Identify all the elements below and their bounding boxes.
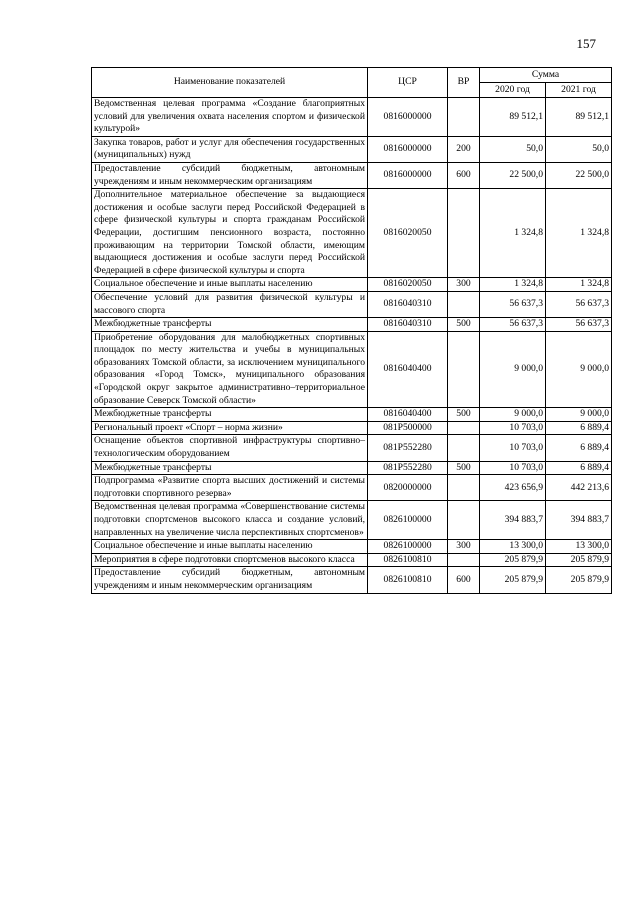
row-vr [448,98,480,137]
row-csr: 0816040310 [368,291,448,317]
table-row [92,540,612,554]
header-vr: ВР [448,68,480,98]
row-csr: 0816020050 [368,189,448,278]
row-sum-2020: 9 000,0 [480,408,546,422]
budget-table [91,67,612,594]
table-body [92,98,612,594]
row-sum-2020: 56 637,3 [480,318,546,332]
row-vr [448,421,480,435]
table-row [92,162,612,188]
row-sum-2020: 50,0 [480,136,546,162]
row-name: Мероприятия в сфере подготовки спортсменов высокого класса [92,553,368,567]
row-sum-2021: 205 879,9 [546,567,612,593]
row-csr: 0816040310 [368,318,448,332]
row-sum-2020: 10 703,0 [480,461,546,475]
row-name: Приобретение оборудования для малобюджетных спортивных площадок по месту жительства и учебы в муниципальных образованиях Томской области, за исключением муниципального образования «Город Томск», муниципального образования «Городской округ закрытое административно–территориальное образование Северск Томской области» [92,331,368,408]
table-row [92,408,612,422]
page-number: 157 [576,36,596,51]
table-row [92,291,612,317]
row-vr [448,553,480,567]
row-sum-2020: 10 703,0 [480,435,546,461]
row-csr: 0826100810 [368,567,448,593]
row-csr: 081P500000 [368,421,448,435]
row-name: Предоставление субсидий бюджетным, автономным учреждениям и иным некоммерческим организациям [92,162,368,188]
table-row [92,331,612,408]
row-sum-2020: 1 324,8 [480,278,546,292]
row-sum-2021: 56 637,3 [546,318,612,332]
row-sum-2021: 9 000,0 [546,408,612,422]
row-sum-2021: 1 324,8 [546,278,612,292]
row-sum-2021: 13 300,0 [546,540,612,554]
row-vr [448,189,480,278]
row-sum-2020: 22 500,0 [480,162,546,188]
row-sum-2020: 10 703,0 [480,421,546,435]
row-name: Закупка товаров, работ и услуг для обеспечения государственных (муниципальных) нужд [92,136,368,162]
header-2021: 2021 год [546,83,612,98]
row-name: Ведомственная целевая программа «Создание благоприятных условий для увеличения охвата населения спортом и физической культурой» [92,98,368,137]
row-csr: 081P552280 [368,435,448,461]
row-sum-2021: 22 500,0 [546,162,612,188]
row-vr: 200 [448,136,480,162]
row-sum-2021: 394 883,7 [546,501,612,540]
row-sum-2021: 50,0 [546,136,612,162]
row-csr: 0816040400 [368,331,448,408]
row-name: Дополнительное материальное обеспечение за выдающиеся достижения и особые заслуги перед Российской Федерацией в сфере физической культуры и спорта гражданам Российской Федерации, достигшим пенсионного возраста, постоянно проживающим на территории Томской области, имеющим выдающиеся достижения и особые заслуги перед Российской Федерацией в сфере физической культуры и спорта [92,189,368,278]
row-sum-2021: 9 000,0 [546,331,612,408]
row-vr [448,291,480,317]
row-csr: 0816000000 [368,162,448,188]
row-name: Ведомственная целевая программа «Совершенствование системы подготовки спортсменов высокого класса и создание условий, направленных на увеличение числа перспективных спортсменов» [92,501,368,540]
row-csr: 0826100000 [368,540,448,554]
row-csr: 0816000000 [368,136,448,162]
row-vr: 500 [448,408,480,422]
row-name: Подпрограмма «Развитие спорта высших достижений и системы подготовки спортивного резерва» [92,475,368,501]
row-sum-2020: 89 512,1 [480,98,546,137]
table-row [92,98,612,137]
table-row [92,421,612,435]
row-csr: 0826100810 [368,553,448,567]
row-sum-2020: 394 883,7 [480,501,546,540]
row-name: Межбюджетные трансферты [92,461,368,475]
row-name: Межбюджетные трансферты [92,318,368,332]
row-sum-2020: 423 656,9 [480,475,546,501]
row-csr: 0820000000 [368,475,448,501]
row-name: Социальное обеспечение и иные выплаты населению [92,278,368,292]
row-sum-2021: 6 889,4 [546,461,612,475]
row-vr: 600 [448,567,480,593]
table-row [92,461,612,475]
row-sum-2020: 205 879,9 [480,553,546,567]
row-vr: 600 [448,162,480,188]
table-row [92,501,612,540]
row-csr: 0816000000 [368,98,448,137]
row-sum-2021: 1 324,8 [546,189,612,278]
row-vr: 300 [448,278,480,292]
row-sum-2021: 6 889,4 [546,421,612,435]
row-sum-2020: 1 324,8 [480,189,546,278]
header-name: Наименование показателей [92,68,368,98]
row-csr: 081P552280 [368,461,448,475]
row-csr: 0816040400 [368,408,448,422]
row-sum-2021: 6 889,4 [546,435,612,461]
row-sum-2020: 9 000,0 [480,331,546,408]
table-header [92,68,612,98]
row-vr [448,475,480,501]
row-sum-2020: 56 637,3 [480,291,546,317]
row-sum-2021: 442 213,6 [546,475,612,501]
row-sum-2021: 205 879,9 [546,553,612,567]
row-name: Оснащение объектов спортивной инфраструктуры спортивно–технологическим оборудованием [92,435,368,461]
row-csr: 0826100000 [368,501,448,540]
row-vr: 300 [448,540,480,554]
row-sum-2020: 13 300,0 [480,540,546,554]
table-row [92,278,612,292]
header-2020: 2020 год [480,83,546,98]
row-vr [448,501,480,540]
table-row [92,567,612,593]
row-name: Межбюджетные трансферты [92,408,368,422]
table-row [92,435,612,461]
row-sum-2021: 56 637,3 [546,291,612,317]
table-row [92,136,612,162]
table-row [92,189,612,278]
table-row [92,475,612,501]
row-csr: 0816020050 [368,278,448,292]
row-vr [448,435,480,461]
row-name: Региональный проект «Спорт – норма жизни» [92,421,368,435]
table-row [92,553,612,567]
row-sum-2020: 205 879,9 [480,567,546,593]
row-vr [448,331,480,408]
header-sum: Сумма [480,68,612,83]
table-row [92,318,612,332]
row-vr: 500 [448,461,480,475]
row-sum-2021: 89 512,1 [546,98,612,137]
header-csr: ЦСР [368,68,448,98]
row-name: Социальное обеспечение и иные выплаты населению [92,540,368,554]
row-name: Предоставление субсидий бюджетным, автономным учреждениям и иным некоммерческим организациям [92,567,368,593]
row-vr: 500 [448,318,480,332]
row-name: Обеспечение условий для развития физической культуры и массового спорта [92,291,368,317]
